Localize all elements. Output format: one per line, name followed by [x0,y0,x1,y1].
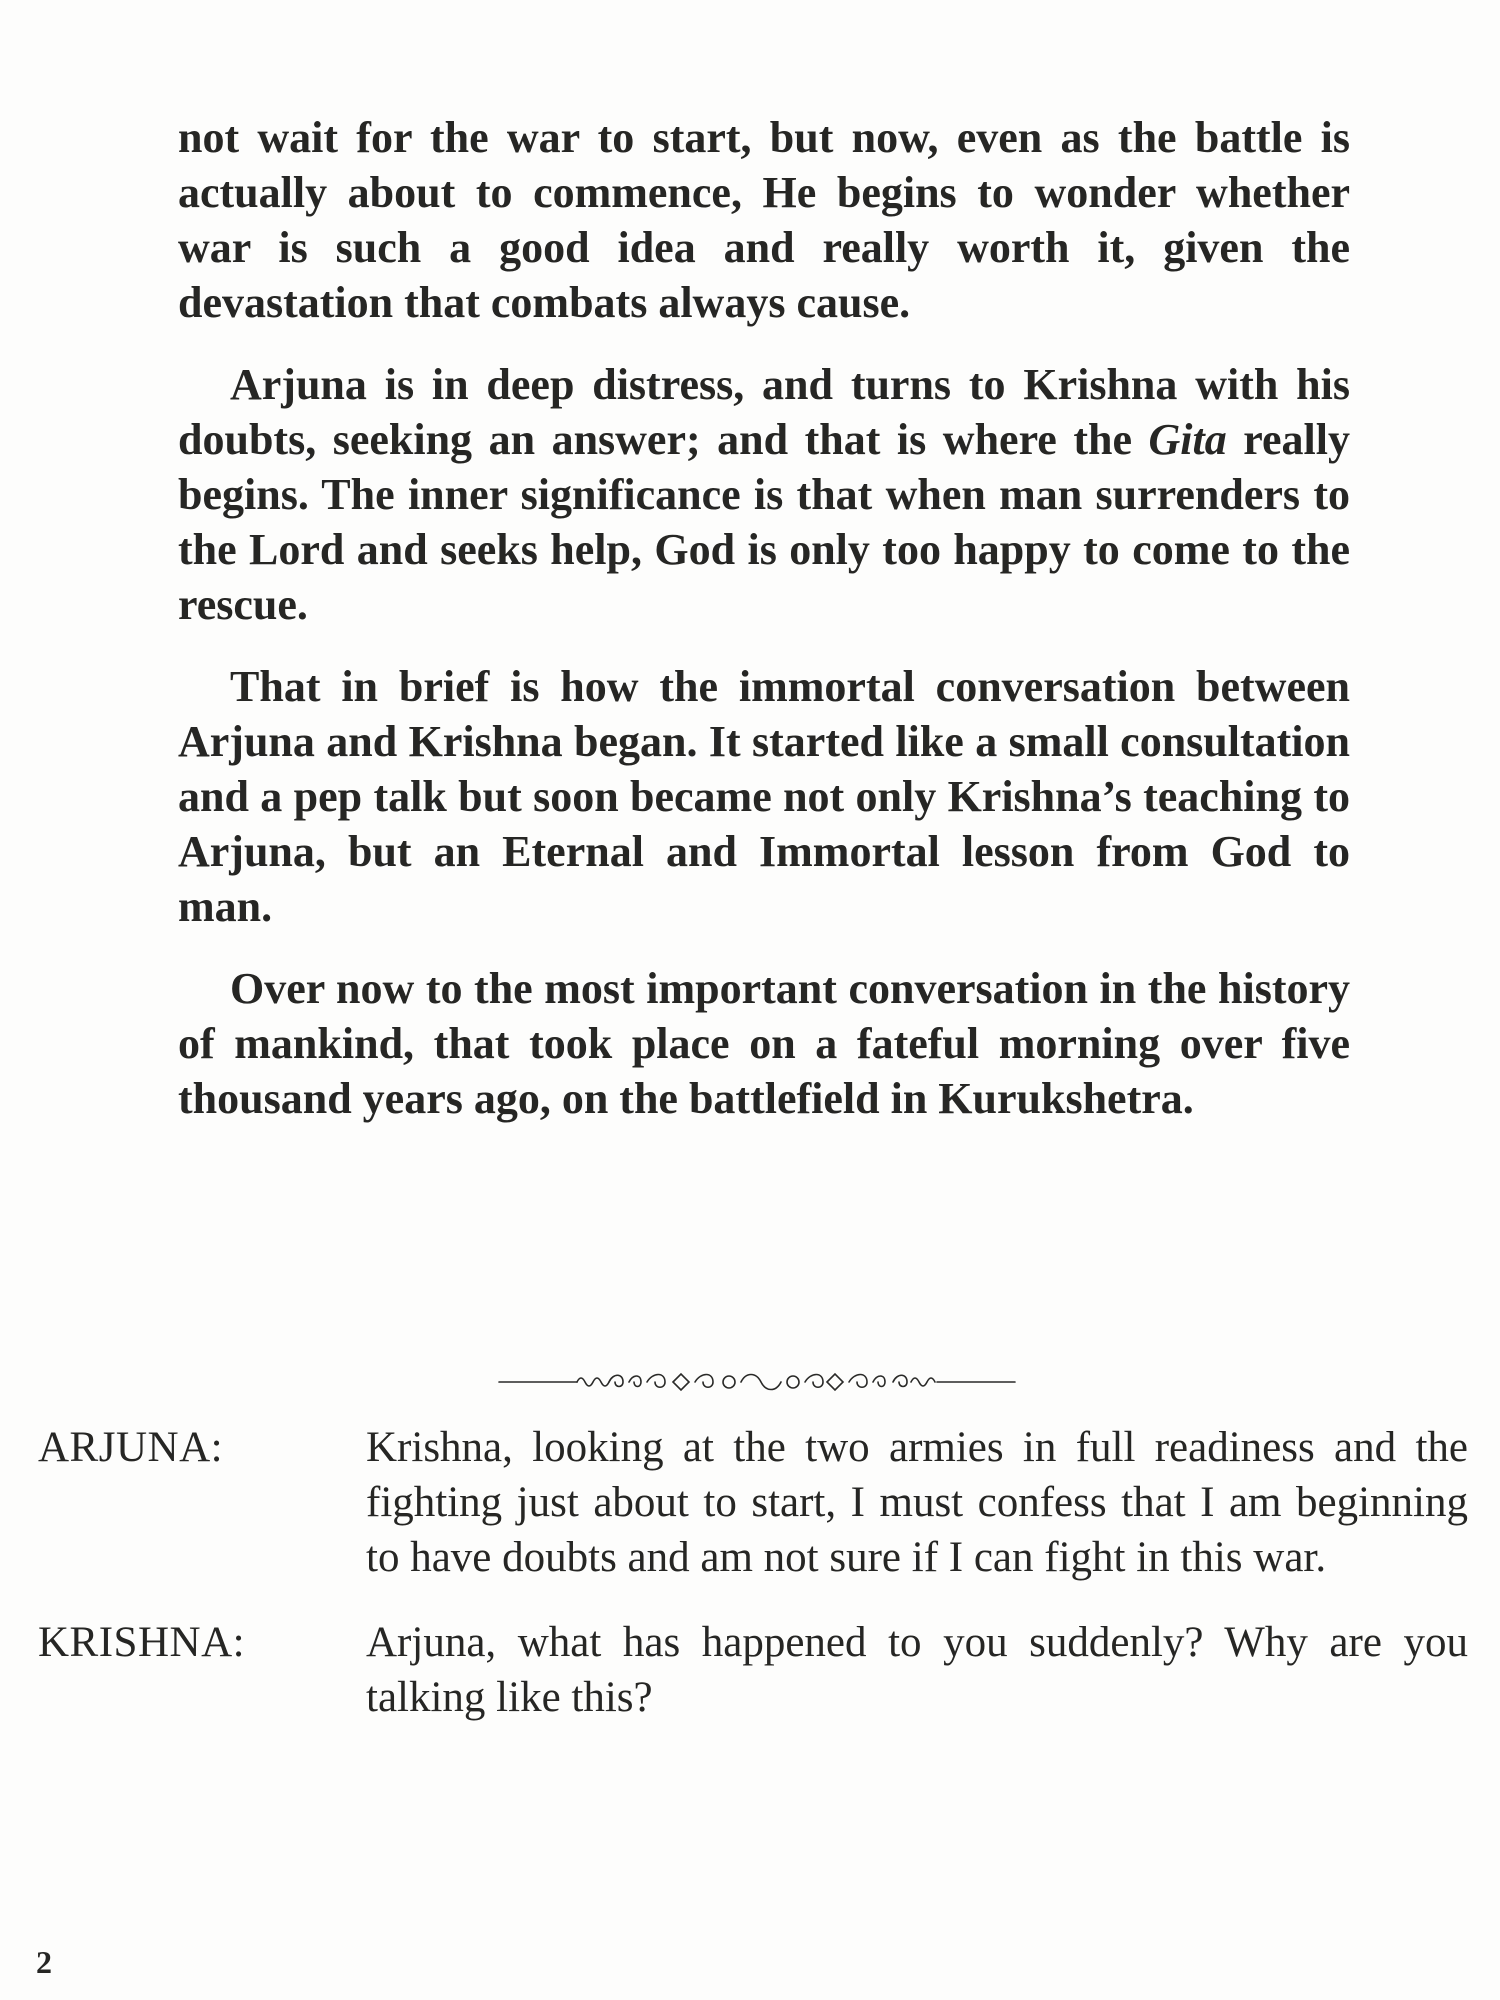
speaker-krishna: KRISHNA: [38,1619,246,1666]
dialogue-line [38,1420,1468,1585]
dialogue [38,1420,1468,1755]
dialogue-line [38,1615,1468,1725]
speaker-arjuna: ARJUNA: [38,1424,224,1471]
paragraph: That in brief is how the immortal conversation between Arjuna and Krishna began. It started like a small consultation and a pep talk but soon became not only Krishna’s teaching to Arjuna, but an Eternal and Immortal lesson from God to man. [178,662,1350,931]
page-number: 2 [36,1944,52,1980]
gita-title: Gita [1148,415,1227,464]
paragraph [178,357,1350,632]
paragraph: Over now to the most important conversation in the history of mankind, that took place on a fateful morning over five thousand years ago, on the battlefield in Kurukshetra. [178,964,1350,1123]
paragraph-text: Arjuna is in deep distress, and turns to Krishna with his doubts, seeking an answer; and that is where the [178,360,1350,464]
speech-arjuna: Krishna, looking at the two armies in full readiness and the fighting just about to start, I must confess that I am beginning to have doubts and am not sure if I can fight in this war. [366,1424,1468,1581]
paragraph-text: really begins. The inner significance is that when man surrenders to the Lord and seeks help, God is only too happy to come to the rescue. [178,415,1350,629]
paragraph: not wait for the war to start, but now, even as the battle is actually about to commence, He begins to wonder whether war is such a good idea and really worth it, given the devastation that combats always cause. [178,113,1350,327]
intro-text [178,110,1350,1153]
ornamental-divider [497,1367,1017,1397]
speech-krishna: Arjuna, what has happened to you suddenly? Why are you talking like this? [366,1619,1468,1721]
